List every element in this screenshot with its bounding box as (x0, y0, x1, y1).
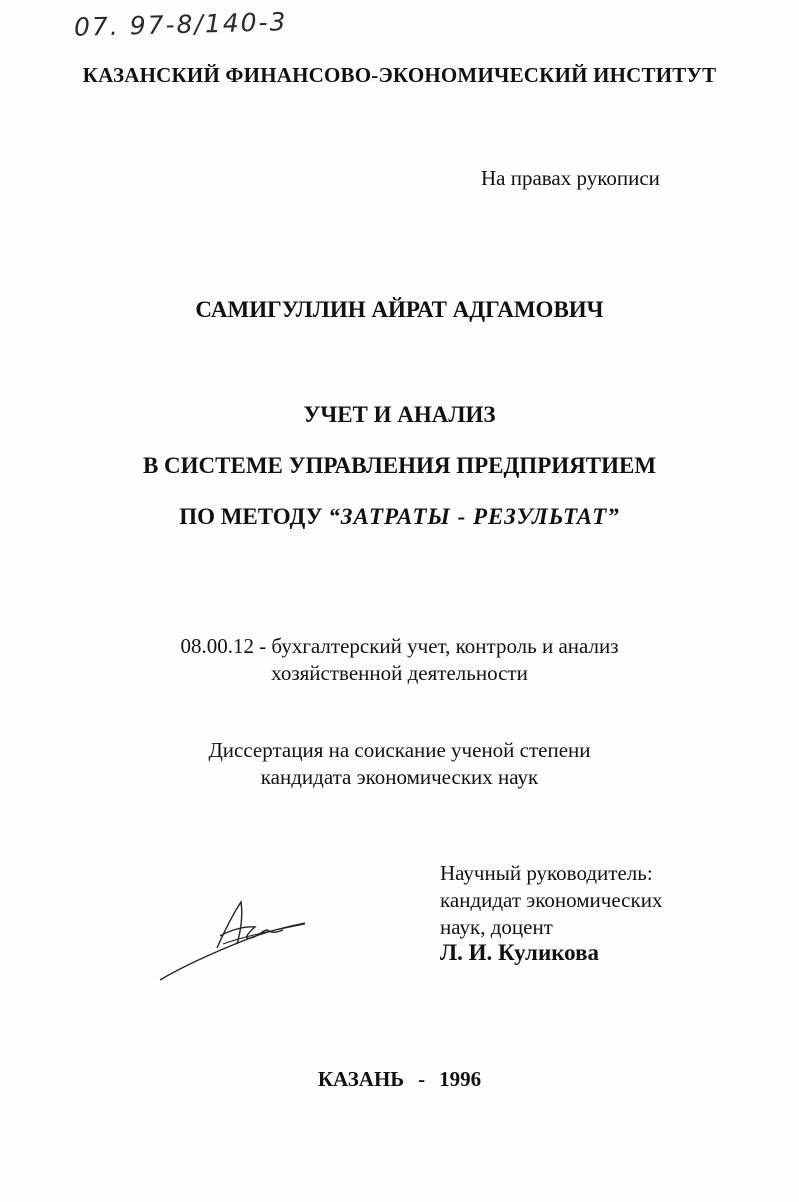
specialty-name-line: хозяйственной деятельности (271, 661, 528, 685)
institute-name: КАЗАНСКИЙ ФИНАНСОВО-ЭКОНОМИЧЕСКИЙ ИНСТИТУТ (82, 63, 717, 87)
city: КАЗАНЬ (317, 1067, 405, 1091)
archive-code-handwritten: 07. 97-8/140-3 (73, 7, 288, 42)
supervisor-block (440, 860, 662, 941)
year: 1996 (439, 1067, 482, 1091)
city-and-year (0, 1067, 799, 1092)
supervisor-name: Л. И. Куликова (440, 940, 600, 965)
title-line-2: В СИСТЕМЕ УПРАВЛЕНИЯ ПРЕДПРИЯТИЕМ (142, 453, 657, 478)
title-line-1: УЧЕТ И АНАЛИЗ (303, 402, 496, 427)
specialty-code-line: 08.00.12 - бухгалтерский учет, контроль и анализ (180, 634, 619, 658)
author-name: САМИГУЛЛИН АЙРАТ АДГАМОВИЧ (195, 297, 604, 322)
city-year-separator: - (418, 1067, 426, 1091)
manuscript-rights-note: На правах рукописи (481, 166, 660, 190)
signature-image (155, 900, 315, 985)
title-method-name: “ЗАТРАТЫ - РЕЗУЛЬТАТ” (328, 504, 620, 529)
supervisor-degree-line-2: наук, доцент (440, 915, 553, 939)
dissertation-purpose-line-1: Диссертация на соискание ученой степени (208, 738, 591, 762)
title-line-3 (0, 504, 799, 530)
supervisor-degree-line-1: кандидат экономических (440, 888, 663, 912)
dissertation-purpose-line-2: кандидата экономических наук (260, 765, 539, 789)
supervisor-label: Научный руководитель: (440, 861, 653, 885)
title-line-3-prefix: ПО МЕТОДУ (179, 504, 323, 529)
